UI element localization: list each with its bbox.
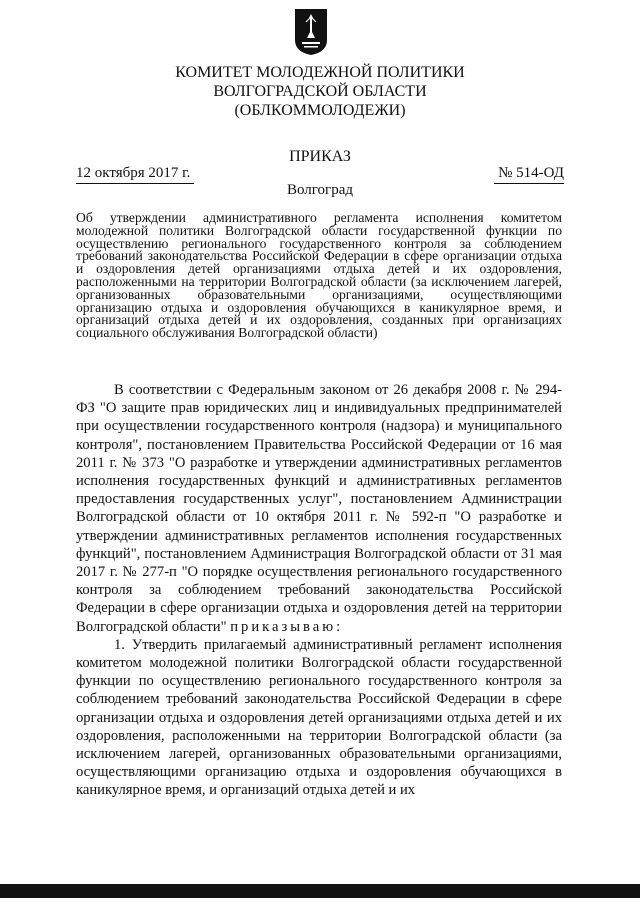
order-date: 12 октября 2017 г. bbox=[76, 165, 191, 181]
coat-of-arms-icon bbox=[294, 8, 328, 56]
document-title: ПРИКАЗ bbox=[289, 148, 351, 165]
city: Волгоград bbox=[286, 182, 353, 198]
document-body bbox=[76, 381, 562, 800]
org-name-line2: ВОЛГОГРАДСКОЙ ОБЛАСТИ bbox=[213, 83, 427, 100]
page-bottom-edge bbox=[0, 884, 640, 898]
order-subject: Об утверждении административного регламента исполнения комитетом молодежной политики Волгоградской области государственной функции по осуществлению регионального государственного контроля за соблюдением требований законодательства Российской Федерации в сфере организации отдыха и оздоровления детей организациями отдыха детей и их оздоровления, расположенными на территории Волгоградской области (за исключением лагерей, организованных образовательными организациями, осуществляющими организацию отдыха и оздоровления обучающихся в каникулярное время, и организаций отдыха детей и их оздоровления, созданных при организациях социального обслуживания Волгоградской области) bbox=[76, 210, 562, 341]
order-word: приказываю: bbox=[230, 618, 344, 635]
item-1-paragraph: 1. Утвердить прилагаемый административный регламент исполнения комитетом молодежной политики Волгоградской области государственной функции по осуществлению регионального государственного контроля за соблюдением требований законодательства Российской Федерации в сфере организации отдыха и оздоровления детей организациями отдыха детей и их оздоровления, расположенными на территории Волгоградской области (за исключением лагерей, организованных образовательными организациями, осуществляющими организацию отдыха и оздоровления обучающихся в каникулярное время, и организаций отдыха детей и их bbox=[76, 636, 562, 799]
preamble-paragraph bbox=[76, 381, 562, 636]
order-number: № 514-ОД bbox=[498, 165, 564, 181]
org-name-line1: КОМИТЕТ МОЛОДЕЖНОЙ ПОЛИТИКИ bbox=[175, 64, 465, 81]
org-short-name: (ОБЛКОММОЛОДЕЖИ) bbox=[234, 102, 406, 119]
preamble-text: В соответствии с Федеральным законом от 26 декабря 2008 г. № 294-ФЗ "О защите прав юридических лиц и индивидуальных предпринимателей при осуществлении государственного контроля (надзора) и муниципального контроля", постановлением Правительства Российской Федерации от 16 мая 2011 г. № 373 "О разработке и утверждении административных регламентов исполнения государственных функций и административных регламентов предоставления государственных услуг", постановлением Администрации Волгоградской области от 10 октября 2011 г. № 592-п "О разработке и утверждении административных регламентов исполнения государственных функций", постановлением Администрация Волгоградской области от 31 мая 2017 г. № 277-п "О порядке осуществления регионального государственного контроля за соблюдением требований законодательства Российской Федерации в сфере организации отдыха и оздоровления детей на территории Волгоградской области" bbox=[76, 382, 562, 635]
